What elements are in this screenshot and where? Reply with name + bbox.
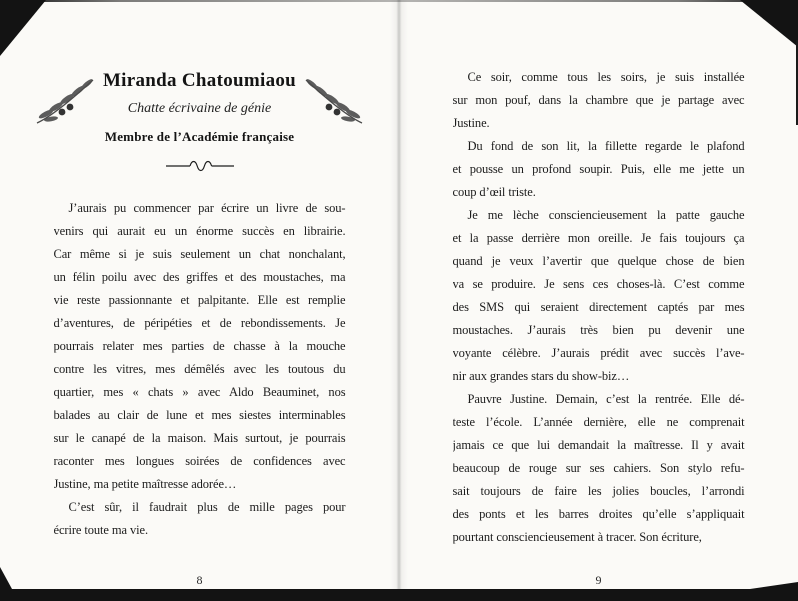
text-line: jamais ce que lui demandait la maîtresse. Il y avait bbox=[452, 438, 745, 452]
olive-branch-icon bbox=[303, 76, 365, 126]
text-line: quartier, mes « chats » avec Aldo Beauminet, nos bbox=[53, 385, 346, 399]
text-line: teste l’école. L’année dernière, elle ne comprenait bbox=[452, 415, 745, 429]
dark-edge-bottom bbox=[0, 589, 798, 601]
text-line: contre les vitres, mes démêlés avec les toutous du bbox=[53, 362, 346, 376]
page-text-right bbox=[453, 66, 745, 549]
page-text-left bbox=[54, 197, 346, 542]
text-line: et pousse un profond soupir. Puis, elle me jette un bbox=[452, 162, 745, 176]
text-line: Justine, ma petite maîtresse adorée… bbox=[53, 477, 237, 491]
text-line: écrire toute ma vie. bbox=[53, 523, 148, 537]
text-line: d’aventures, de péripéties et de rebondissements. Je bbox=[53, 316, 346, 330]
text-line: et la passe derrière mon oreille. Je fais toujours ça bbox=[452, 231, 745, 245]
text-line: sur mon pouf, dans la chambre que je partage avec bbox=[452, 93, 745, 107]
chapter-affiliation: Membre de l’Académie française bbox=[104, 129, 295, 144]
text-line: vie reste passionnante et palpitante. Elle est remplie bbox=[53, 293, 346, 307]
page-number-left: 8 bbox=[196, 573, 203, 587]
text-line: sur le canapé de la maison. Mais surtout, je pourrais bbox=[53, 431, 346, 445]
chapter-header bbox=[0, 0, 399, 174]
paragraph bbox=[54, 496, 346, 542]
text-line: des SMS qui seraient directement captés par mes bbox=[452, 300, 745, 314]
squiggle-divider-icon bbox=[0, 158, 399, 174]
text-line: C’est sûr, il faudrait plus de mille pages pour bbox=[68, 500, 346, 514]
text-line: sait toujours de faire les jolies boucles, l’arrondi bbox=[452, 484, 745, 498]
text-line: pourtant consciencieusement à tracer. Son écriture, bbox=[452, 530, 702, 544]
page-number-right: 9 bbox=[595, 573, 602, 587]
text-line: coup d’œil triste. bbox=[452, 185, 536, 199]
text-line: venirs qui aurait eu un énorme succès en librairie. bbox=[53, 224, 346, 238]
text-line: beaucoup de rouge sur ses cahiers. Son stylo refu- bbox=[452, 461, 745, 475]
olive-branch-icon bbox=[34, 76, 96, 126]
text-line: balades au clair de lune et mes siestes interminables bbox=[53, 408, 346, 422]
text-line: des ponts et les barres droites qu’elle s’appliquait bbox=[452, 507, 745, 521]
text-line: moustaches. J’aurais très bien pu devenir une bbox=[452, 323, 745, 337]
text-line: nir aux grandes stars du show-biz… bbox=[452, 369, 630, 383]
text-line: Ce soir, comme tous les soirs, je suis installée bbox=[467, 70, 745, 84]
chapter-title: Miranda Chatoumiaou bbox=[102, 70, 297, 91]
text-line: un félin poilu avec des griffes et des moustaches, ma bbox=[53, 270, 346, 284]
text-line: raconter mes longues soirées de confidences avec bbox=[53, 454, 346, 468]
page-gutter bbox=[390, 0, 408, 589]
paragraph bbox=[453, 135, 745, 204]
paragraph bbox=[453, 388, 745, 549]
dark-edge-top bbox=[0, 0, 798, 2]
text-line: quand je veux l’avertir que quelque chose de bien bbox=[452, 254, 745, 268]
page-right bbox=[399, 0, 798, 601]
text-line: Justine. bbox=[452, 116, 490, 130]
text-line: va se produire. Je sens ces choses-là. C’est comme bbox=[452, 277, 745, 291]
paragraph bbox=[453, 66, 745, 135]
text-line: Je me lèche consciencieusement la patte gauche bbox=[467, 208, 745, 222]
paragraph bbox=[453, 204, 745, 388]
text-line: pourrais relater mes parties de chasse à la mouche bbox=[53, 339, 346, 353]
text-line: Du fond de son lit, la fillette regarde le plafond bbox=[467, 139, 745, 153]
chapter-subtitle: Chatte écrivaine de génie bbox=[127, 101, 272, 116]
text-line: J’aurais pu commencer par écrire un livre de sou- bbox=[68, 201, 346, 215]
text-line: Car même si je suis seulement un chat nonchalant, bbox=[53, 247, 346, 261]
paragraph bbox=[54, 197, 346, 496]
text-line: Pauvre Justine. Demain, c’est la rentrée. Elle dé- bbox=[467, 392, 745, 406]
text-line: voyante célèbre. J’aurais prédit avec succès l’ave- bbox=[452, 346, 745, 360]
